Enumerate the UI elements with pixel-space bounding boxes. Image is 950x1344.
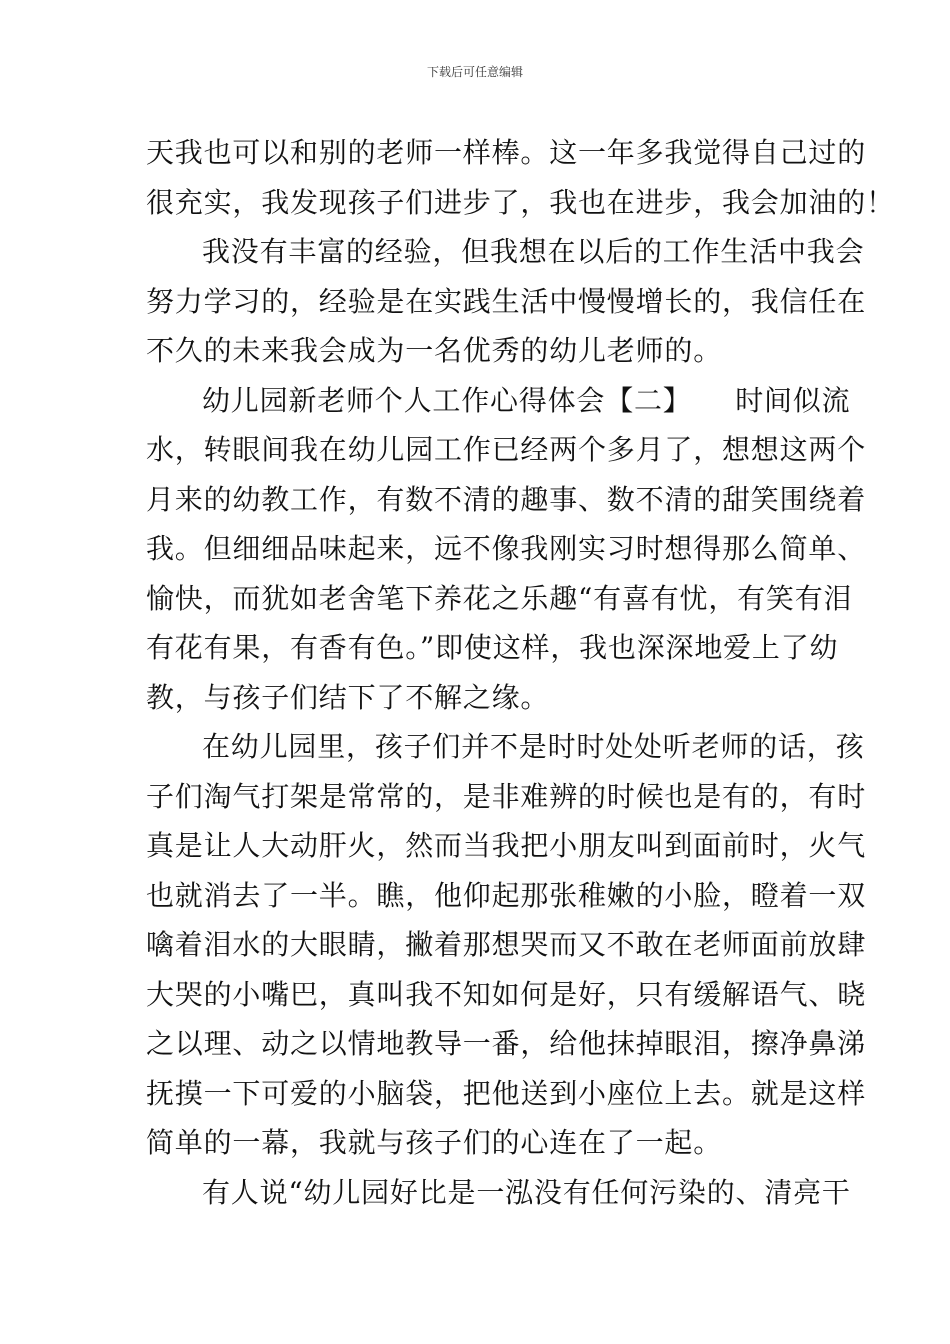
text-line: 教，与孩子们结下了不解之缘。 [146, 680, 550, 714]
text-line: 之以理、动之以情地教导一番，给他抹掉眼泪，擦净鼻涕 [146, 1027, 867, 1060]
section-heading-line: 幼儿园新老师个人工作心得体会【二】 时间似流 [202, 383, 851, 417]
body-text [146, 128, 895, 1217]
text-line: 月来的幼教工作，有数不清的趣事、数不清的甜笑围绕着 [146, 482, 867, 516]
text-line: 努力学习的，经验是在实践生活中慢慢增长的，我信任在 [146, 284, 867, 318]
paragraph-start-line: 有人说“幼儿园好比是一泓没有任何污染的、清亮干 [202, 1175, 851, 1209]
paragraph-start-line: 我没有丰富的经验，但我想在以后的工作生活中我会 [202, 235, 865, 268]
text-line: 大哭的小嘴巴，真叫我不知如何是好，只有缓解语气、晓 [146, 977, 867, 1011]
text-line: 有花有果，有香有色。”即使这样，我也深深地爱上了幼 [146, 631, 839, 664]
text-line: 真是让人大动肝火，然而当我把小朋友叫到面前时，火气 [146, 829, 867, 862]
text-line: 也就消去了一半。瞧，他仰起那张稚嫩的小脸，瞪着一双 [146, 878, 867, 912]
text-line: 很充实，我发现孩子们进步了，我也在进步，我会加油的！ [146, 185, 895, 219]
text-line: 抚摸一下可爱的小脑袋，把他送到小座位上去。就是这样 [146, 1076, 867, 1110]
text-line: 不久的未来我会成为一名优秀的幼儿老师的。 [146, 334, 723, 367]
text-line: 愉快，而犹如老舍笔下养花之乐趣“有喜有忧，有笑有泪 [146, 581, 853, 615]
paragraph-start-line: 在幼儿园里，孩子们并不是时时处处听老师的话，孩 [202, 730, 865, 763]
page-header: 下载后可任意编辑 [426, 65, 523, 79]
text-line: 我。但细细品味起来，远不像我刚实习时想得那么简单、 [146, 532, 867, 565]
text-line: 噙着泪水的大眼睛，撇着那想哭而又不敢在老师面前放肆 [146, 928, 867, 961]
text-line: 水，转眼间我在幼儿园工作已经两个多月了，想想这两个 [146, 433, 867, 466]
text-line: 简单的一幕，我就与孩子们的心连在了一起。 [146, 1126, 723, 1159]
text-line: 子们淘气打架是常常的，是非难辨的时候也是有的，有时 [146, 779, 867, 813]
text-line: 天我也可以和别的老师一样棒。这一年多我觉得自己过的 [146, 136, 867, 169]
